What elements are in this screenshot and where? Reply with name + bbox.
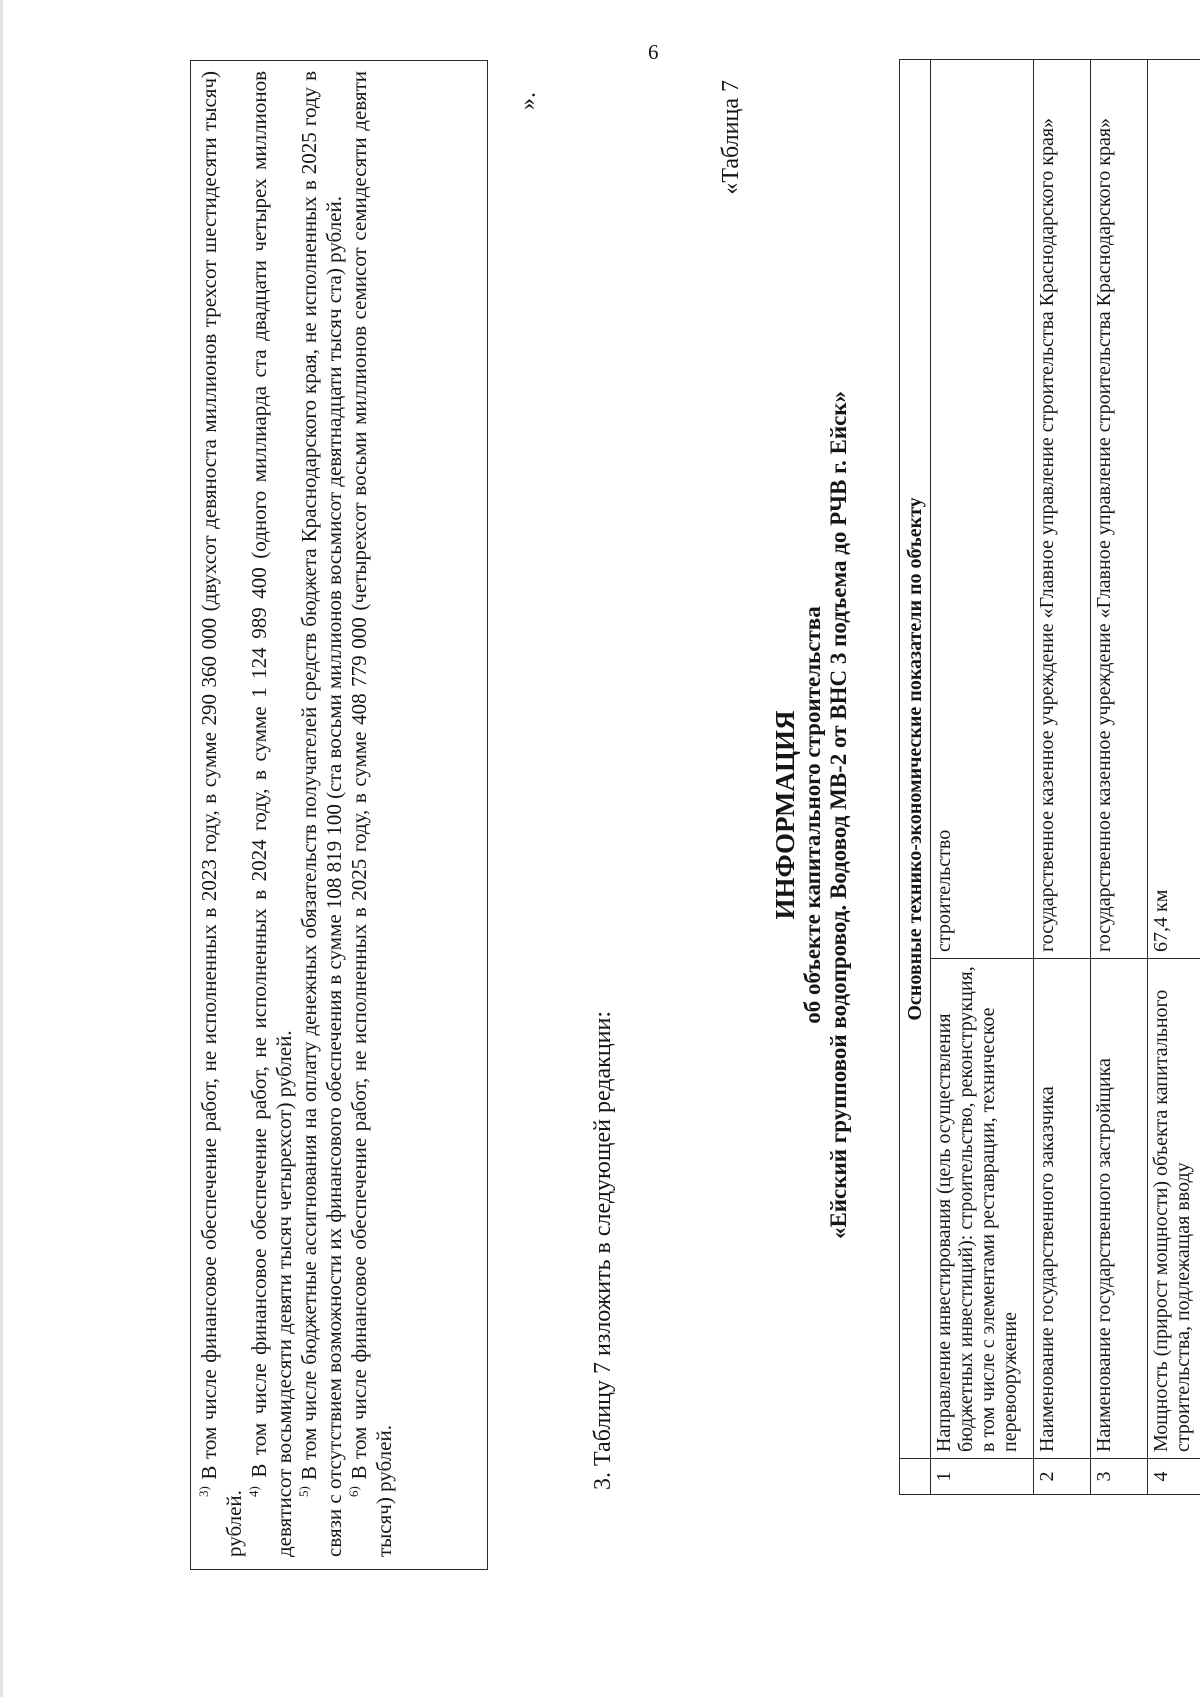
footnote (197, 71, 247, 1557)
heading-title: ИНФОРМАЦИЯ (770, 710, 800, 920)
footnote-mark: 6) (346, 1486, 361, 1497)
footnote-mark: 5) (296, 1486, 311, 1497)
footnote-mark: 4) (246, 1486, 261, 1497)
footnote-text: В том числе бюджетные ассигнования на оплату денежных обязательств получателей средств бюджета Краснодарского края, не исполненных в 2025 году в связи с отсутствием возможности их финансового обеспечения в сумме 108 819 100 (ста восьми миллионов восьмисот девятнадцати тысяч ста) рублей. (297, 71, 346, 1557)
heading-subtitle: об объекте капитального строительства (800, 606, 825, 1024)
row-label: Мощность (прирост мощности) объекта капитального строительства, подлежащая вводу (1148, 959, 1200, 1459)
amendment-instruction: 3. Таблицу 7 изложить в следующей редакции: (590, 1010, 616, 1490)
row-number: 1 (931, 1459, 1034, 1495)
scan-edge (0, 0, 3, 1697)
table-cell (900, 1459, 931, 1495)
indicators-table (899, 59, 1200, 1495)
footnote (347, 71, 397, 1557)
table-row (1148, 59, 1200, 1494)
document-heading (770, 60, 852, 1570)
closing-quote: ». (515, 92, 541, 110)
table-row (931, 59, 1034, 1494)
row-number: 4 (1148, 1459, 1200, 1495)
row-value: строительство (931, 59, 1034, 958)
row-value: 67,4 км (1148, 59, 1200, 958)
heading-object-name: «Ейский групповой водопровод. Водовод МВ-2 от ВНС 3 подъема до РЧВ г. Ейск» (826, 390, 851, 1240)
footnote-mark: 3) (196, 1486, 211, 1497)
page-number: 6 (648, 40, 659, 64)
footnote-text: В том числе финансовое обеспечение работ, не исполненных в 2023 году, в сумме 290 360 000 (двухсот девяноста миллионов трехсот шестидесяти тысяч) рублей. (197, 71, 246, 1557)
row-value: государственное казенное учреждение «Главное управление строительства Краснодарского края» (1091, 59, 1148, 958)
table-section-header-row (900, 59, 931, 1494)
footnotes-box (190, 60, 488, 1570)
table-row (1034, 59, 1091, 1494)
row-label: Направление инвестирования (цель осуществления бюджетных инвестиций): строительство, реконструкция, в том числе с элементами реставрации, техническое перевооружение (931, 959, 1034, 1459)
row-label: Наименование государственного застройщика (1091, 959, 1148, 1459)
table-row (1091, 59, 1148, 1494)
footnote-text: В том числе финансовое обеспечение работ, не исполненных в 2024 году, в сумме 1 124 989 400 (одного миллиарда ста двадцати четырех миллионов девятисот восьмидесяти девяти тысяч четырехсот) рублей. (247, 71, 296, 1557)
rotated-page-content (110, 60, 1194, 1570)
table-caption: «Таблица 7 (718, 80, 744, 195)
footnote-text: В том числе финансовое обеспечение работ, не исполненных в 2025 году, в сумме 408 779 000 (четырехсот восьми миллионов семисот семидесяти девяти тысяч) рублей. (347, 71, 396, 1557)
footnote (297, 71, 347, 1557)
footnote (247, 71, 297, 1557)
row-number: 2 (1034, 1459, 1091, 1495)
row-label: Наименование государственного заказчика (1034, 959, 1091, 1459)
row-value: государственное казенное учреждение «Главное управление строительства Краснодарского края» (1034, 59, 1091, 958)
table-section-header: Основные технико-экономические показатели по объекту (900, 59, 931, 1458)
row-number: 3 (1091, 1459, 1148, 1495)
